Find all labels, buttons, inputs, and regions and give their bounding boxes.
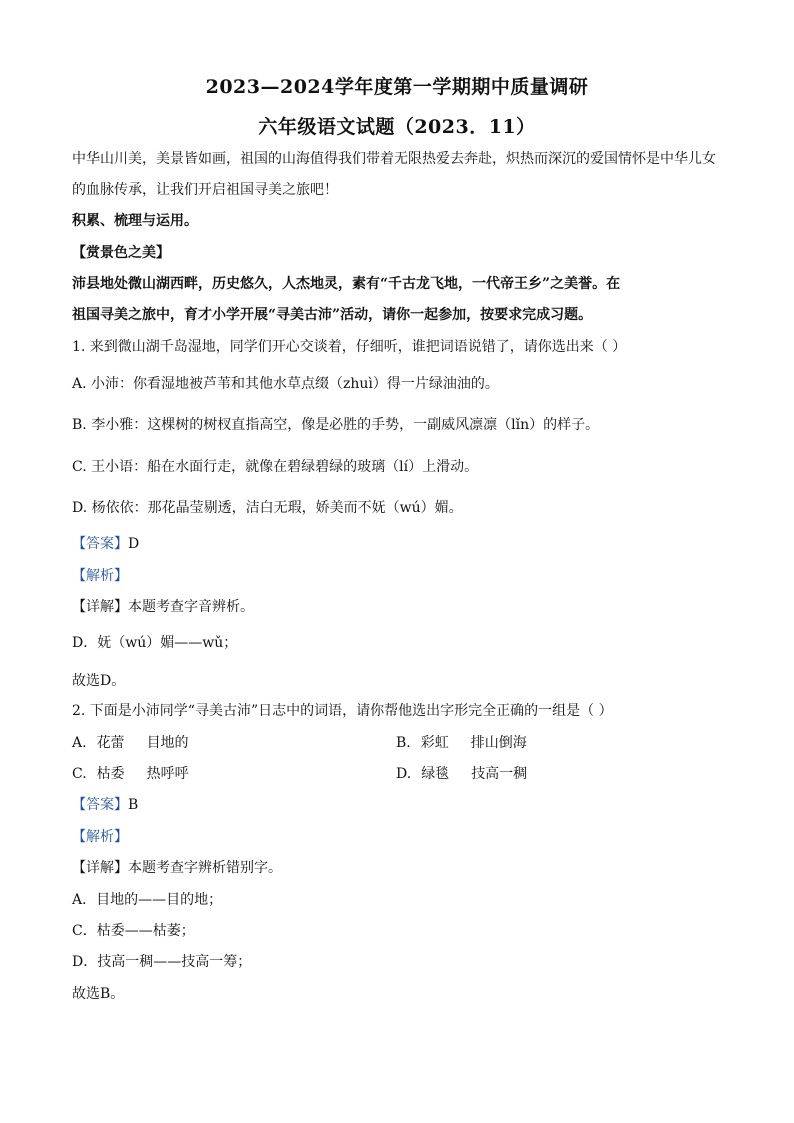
question-1-detail <box>72 596 254 618</box>
option-word-1: 花蕾 <box>96 735 125 751</box>
question-2-stem: 2. 下面是小沛同学“寻美古沛”日志中的词语，请你帮他选出字形完全正确的一组是（ ） <box>72 703 613 719</box>
page-title: 2023—2024学年度第一学期期中质量调研 <box>205 76 589 98</box>
question-1-option-d: D. 杨依依：那花晶莹剔透，洁白无瑕，娇美而不妩（wú）媚。 <box>72 500 463 516</box>
section-desc-line-1: 沛县地处微山湖西畔，历史悠久，人杰地灵，素有“千古龙飞地，一代帝王乡”之美誉。在 <box>72 276 621 292</box>
question-2-option-a <box>72 732 189 754</box>
option-letter: A. <box>72 735 87 751</box>
question-2-conclusion: 故选B。 <box>72 986 125 1002</box>
section-heading: 积累、梳理与运用。 <box>72 213 198 229</box>
question-1-conclusion: 故选D。 <box>72 673 126 689</box>
detail-text: 本题考查字辨析错别字。 <box>128 860 282 876</box>
question-2-explain-c: C．枯委——枯萎； <box>72 923 195 939</box>
question-1-stem: 1. 来到微山湖千岛湿地，同学们开心交谈着，仔细听，谁把词语说错了，请你选出来（ ） <box>72 339 627 355</box>
option-word-2: 排山倒海 <box>470 735 527 751</box>
option-word-1: 彩虹 <box>420 735 449 751</box>
question-1-option-a: A. 小沛：你看湿地被芦苇和其他水草点缀（zhuì）得一片绿油油的。 <box>72 376 499 392</box>
option-word-1: 绿毯 <box>421 766 450 782</box>
question-1-option-b: B. 李小雅：这棵树的树杈直指高空，像是必胜的手势，一副威风凛凛（lǐn）的样子。 <box>72 417 600 433</box>
question-2-detail <box>72 857 282 879</box>
question-2-analysis-label: 【解析】 <box>72 829 128 845</box>
intro-line-1: 中华山川美，美景皆如画，祖国的山海值得我们带着无限热爱去奔赴，炽热而深沉的爱国情怀是中华儿女 <box>72 151 716 167</box>
option-word-2: 技高一稠 <box>471 766 528 782</box>
question-1-explain: D．妩（wú）媚——wǔ； <box>72 635 238 651</box>
option-word-2: 目地的 <box>146 735 189 751</box>
question-2-option-c <box>72 763 189 785</box>
detail-label: 【详解】 <box>72 860 128 876</box>
answer-value: D <box>128 536 140 552</box>
question-2-answer <box>72 794 138 816</box>
question-2-explain-a: A．目地的——目的地； <box>72 892 223 908</box>
answer-label: 【答案】 <box>72 536 128 552</box>
question-1-option-c: C. 王小语：船在水面行走，就像在碧绿碧绿的玻璃（lí）上滑动。 <box>72 459 479 475</box>
question-2-option-d <box>396 763 527 785</box>
answer-label: 【答案】 <box>72 797 128 813</box>
option-letter: D. <box>396 766 412 782</box>
detail-label: 【详解】 <box>72 599 128 615</box>
option-word-1: 枯委 <box>96 766 125 782</box>
option-letter: C. <box>72 766 87 782</box>
option-letter: B. <box>396 735 411 751</box>
section-subheading: 【赏景色之美】 <box>72 245 170 261</box>
intro-line-2: 的血脉传承，让我们开启祖国寻美之旅吧！ <box>72 182 338 198</box>
answer-value: B <box>128 797 139 813</box>
question-2-explain-d: D．技高一稠——技高一筹； <box>72 954 252 970</box>
detail-text: 本题考查字音辨析。 <box>128 599 254 615</box>
question-1-analysis-label: 【解析】 <box>72 568 128 584</box>
question-2-option-b <box>396 732 527 754</box>
section-desc-line-2: 祖国寻美之旅中，育才小学开展“寻美古沛”活动，请你一起参加，按要求完成习题。 <box>72 307 593 323</box>
question-1-answer <box>72 533 139 555</box>
page-subtitle: 六年级语文试题（2023．11） <box>258 116 536 138</box>
option-word-2: 热呼呼 <box>146 766 189 782</box>
